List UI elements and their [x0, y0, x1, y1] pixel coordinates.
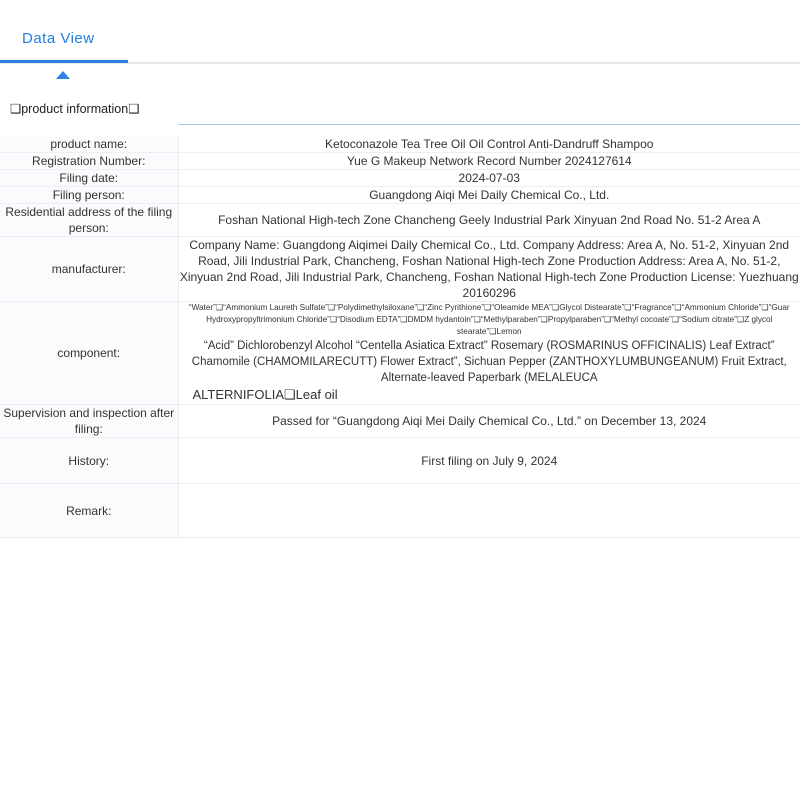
row-value-remark [178, 484, 800, 538]
table-row [0, 187, 800, 204]
row-value-history: First filing on July 9, 2024 [178, 438, 800, 484]
row-value-manufacturer: Company Name: Guangdong Aiqimei Daily Chemical Co., Ltd. Company Address: Area A, No. 51-2, Xinyuan 2nd Road, Jili Industrial Park, Chancheng, Foshan National High-tech Zone Production Address: Area A, No. 51-2, Xinyuan 2nd Road, Jili Industrial Park, Chancheng, Foshan National High-tech Zone Production License: Yuezhuang 20160296 [179, 238, 799, 300]
tab-bar [0, 0, 800, 64]
row-value-filing-person: Guangdong Aiqi Mei Daily Chemical Co., Ltd. [178, 187, 800, 204]
row-value-supervision: Passed for “Guangdong Aiqi Mei Daily Chemical Co., Ltd.” on December 13, 2024 [178, 405, 800, 438]
row-label-registration-number: Registration Number: [0, 153, 178, 170]
row-value-residential-address: Foshan National High-tech Zone Chancheng Geely Industrial Park Xinyuan 2nd Road No. 51-2 Area A [178, 204, 800, 237]
table-row [0, 204, 800, 237]
row-value-product-name: Ketoconazole Tea Tree Oil Oil Control Anti-Dandruff Shampoo [178, 136, 800, 153]
row-label-filing-person: Filing person: [0, 187, 178, 204]
product-information-table [0, 136, 800, 538]
row-label-supervision: Supervision and inspection after filing: [0, 405, 178, 438]
table-row [0, 136, 800, 153]
row-label-remark: Remark: [0, 484, 178, 538]
table-row [0, 405, 800, 438]
table-row [0, 438, 800, 484]
row-label-manufacturer: manufacturer: [0, 237, 178, 302]
table-row-component [0, 302, 800, 405]
section-title: ❑product information❑ [10, 102, 140, 116]
row-value-registration-number: Yue G Makeup Network Record Number 2024127614 [178, 153, 800, 170]
tab-active-underline [0, 60, 128, 63]
section-divider [178, 124, 800, 125]
row-label-component: component: [0, 302, 178, 405]
tab-active-caret-icon [56, 71, 70, 79]
component-line-2: “Acid” Dichlorobenzyl Alcohol “Centella Asiatica Extract” Rosemary (ROSMARINUS OFFICINALIS) Leaf Extract” Chamomile (CHAMOMILARECUTT) Flower Extract”, Sichuan Pepper (ZANTHOXYLUMBUNGEANUM) Fruit Extract, Alternate-leaved Paperbark (MELALEUCA [191, 340, 787, 384]
row-label-history: History: [0, 438, 178, 484]
row-label-product-name: product name: [0, 136, 178, 153]
component-line-1: “Water”❑“Ammonium Laureth Sulfate”❑“Polydimethylsiloxane”❑“Zinc Pyrithione”❑“Oleamide MEA”❑Glycol Distearate”❑“Fragrance”❑“Ammonium Chloride”❑“Guar Hydroxypropyltrimonium Chloride”❑“Disodium EDTA”❑DMDM hydantoin”❑“Methylparaben”❑Propylparaben”❑“Methyl cocoate”❑“Sodium citrate”❑Z glycol stearate”❑Lemon [188, 303, 790, 336]
row-label-residential-address: Residential address of the filing person: [0, 204, 178, 237]
table-row [0, 170, 800, 187]
component-line-3: ALTERNIFOLIA❑Leaf oil [192, 387, 338, 402]
row-value-filing-date: 2024-07-03 [178, 170, 800, 187]
section-header [0, 102, 800, 134]
table-row [0, 484, 800, 538]
table-row [0, 153, 800, 170]
tab-data-view[interactable]: Data View [22, 30, 95, 47]
table-row [0, 237, 800, 302]
row-value-component [178, 302, 800, 405]
row-label-filing-date: Filing date: [0, 170, 178, 187]
